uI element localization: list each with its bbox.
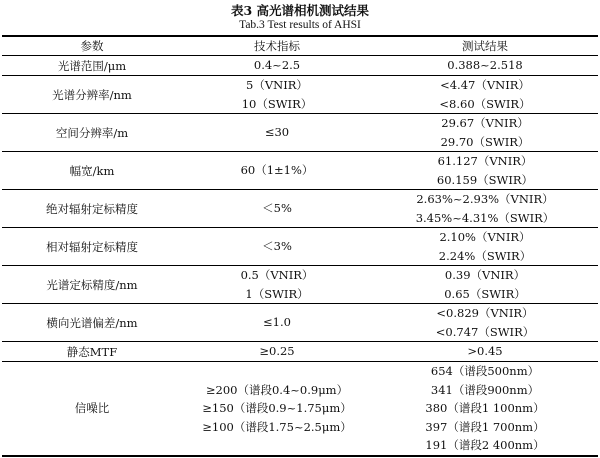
header-spec: 技术指标 [254,39,300,53]
results-table [2,35,598,457]
spec-cell-line: 60（1±1%） [240,163,314,178]
spec-cell [182,228,372,266]
result-cell-line: 397（谱段1 700nm） [425,419,545,434]
param-cell: 绝对辐射定标精度 [46,201,138,216]
table-row [2,342,598,362]
table-caption-en: Tab.3 Test results of AHSI [239,19,361,31]
spec-cell [182,152,372,190]
result-cell [372,342,598,362]
spec-cell-line: 0.4~2.5 [253,58,301,72]
spec-cell-line: ≥200（谱段0.4~0.9μm） [205,382,349,397]
spec-cell [182,190,372,228]
param-cell: 光谱分辨率/nm [52,87,132,102]
param-cell: 空间分辨率/m [55,125,129,140]
header-result: 测试结果 [462,39,508,53]
table-header-row [2,36,598,56]
result-cell [372,190,598,228]
result-cell-line: <0.747（SWIR） [435,324,535,339]
result-cell-line: 61.127（VNIR） [437,154,533,168]
spec-cell [182,362,372,456]
spec-cell [182,56,372,76]
result-cell [372,56,598,76]
spec-cell [182,342,372,362]
result-cell [372,362,598,456]
table-row [2,190,598,228]
param-cell: 横向光谱偏差/nm [46,315,138,330]
result-cell-line: 2.63%~2.93%（VNIR） [416,192,554,206]
spec-cell-line: ≥150（谱段0.9~1.75μm） [202,401,352,415]
result-cell-line: 3.45%~4.31%（SWIR） [415,210,555,225]
result-cell-line: 0.39（VNIR） [444,268,526,282]
table-row [2,76,598,114]
result-cell-line: 29.70（SWIR） [440,134,530,149]
result-cell-line: >0.45 [467,344,503,358]
result-cell-line: 2.10%（VNIR） [439,230,531,244]
spec-cell-line: ≤30 [264,125,290,140]
spec-cell-line: ≥0.25 [259,344,295,358]
result-cell [372,304,598,342]
result-cell [372,152,598,190]
result-cell-line: 60.159（SWIR） [436,172,534,187]
spec-cell [182,114,372,152]
param-cell: 幅宽/km [69,163,115,178]
spec-cell-line: 10（SWIR） [241,96,313,111]
spec-cell-line: 5（VNIR） [246,78,308,92]
result-cell-line: 341（谱段900nm） [430,382,540,397]
spec-cell [182,304,372,342]
header-param: 参数 [80,39,104,53]
result-cell-line: 0.65（SWIR） [444,286,526,301]
table-row [2,114,598,152]
result-cell-line: <8.60（SWIR） [439,96,531,111]
spec-cell [182,76,372,114]
spec-cell-line: ＜3% [262,239,292,254]
result-cell-line: 380（谱段1 100nm） [425,401,545,415]
result-cell-line: <0.829（VNIR） [436,306,534,320]
param-cell: 相对辐射定标精度 [46,239,138,254]
result-cell [372,76,598,114]
spec-cell-line: ≥100（谱段1.75~2.5μm） [202,419,352,434]
table-row [2,362,598,456]
result-cell [372,228,598,266]
spec-cell [182,266,372,304]
result-cell-line: 0.388~2.518 [447,58,523,72]
param-cell: 信噪比 [74,401,110,416]
spec-cell-line: ＜5% [262,201,292,216]
spec-cell-line: ≤1.0 [263,315,291,330]
result-cell-line: <4.47（VNIR） [440,78,530,92]
table-row [2,304,598,342]
result-cell-line: 29.67（VNIR） [441,116,529,130]
param-cell: 光谱定标精度/nm [46,277,138,292]
result-cell-line: 191（谱段2 400nm） [425,438,545,452]
param-cell: 光谱范围/μm [57,58,127,73]
result-cell-line: 654（谱段500nm） [430,364,540,378]
result-cell-line: 2.24%（SWIR） [438,248,532,263]
result-cell [372,266,598,304]
spec-cell-line: 1（SWIR） [245,286,309,301]
table-row [2,56,598,76]
spec-cell-line: 0.5（VNIR） [240,268,314,282]
table-caption-cn: 表3 高光谱相机测试结果 [230,3,370,18]
result-cell [372,114,598,152]
table-row [2,152,598,190]
table-row [2,266,598,304]
param-cell: 静态MTF [66,344,118,359]
table-row [2,228,598,266]
